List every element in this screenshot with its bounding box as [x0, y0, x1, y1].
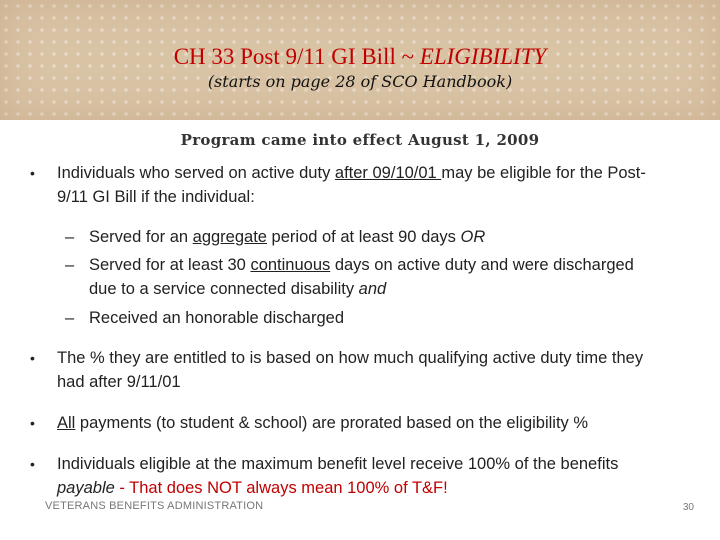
bullet-dot: • [30, 415, 35, 431]
dash-marker: – [65, 228, 75, 246]
bullet-text: All payments (to student & school) are prorated based on the eligibility % [57, 414, 589, 432]
footer-org-name: VETERANS BENEFITS ADMINISTRATION [45, 500, 264, 512]
sub-item-aggregate [65, 225, 645, 249]
header-banner [0, 0, 720, 120]
bullet-dot: • [30, 456, 35, 472]
bullet-text: Individuals eligible at the maximum benefit level receive 100% of the benefits payable - That does NOT always mean 100% of T&F! [57, 455, 619, 497]
slide-title [0, 44, 720, 70]
title-prefix: CH 33 Post 9/11 GI Bill ~ [173, 44, 420, 69]
title-emphasis: ELIGIBILITY [419, 44, 547, 69]
bullet-text: Individuals who served on active duty after 09/10/01 may be eligible for the Post-9/11 GI Bill if the individual: [57, 164, 646, 206]
sub-item-honorable [65, 306, 645, 330]
bullet-dot: • [30, 350, 35, 366]
bullet-text: The % they are entitled to is based on how much qualifying active duty time they had after 9/11/01 [57, 349, 644, 391]
bullet-dot: • [30, 165, 35, 181]
program-effective-date: Program came into effect August 1, 2009 [180, 131, 540, 149]
page-number: 30 [682, 502, 694, 513]
sub-item-continuous [65, 253, 645, 301]
dash-marker: – [65, 309, 75, 327]
bullet-prorated [30, 411, 670, 435]
bullet-eligibility-intro [30, 161, 670, 209]
bullet-max-benefit [30, 452, 670, 500]
slide-subtitle: (starts on page 28 of SCO Handbook) [207, 72, 513, 91]
sub-item-text: Received an honorable discharged [89, 309, 345, 327]
sub-item-text: Served for at least 30 continuous days on active duty and were discharged due to a service connected disability and [89, 256, 634, 298]
bullet-percentage [30, 346, 670, 394]
sub-item-text: Served for an aggregate period of at least 90 days OR [89, 228, 486, 246]
dash-marker: – [65, 256, 75, 274]
